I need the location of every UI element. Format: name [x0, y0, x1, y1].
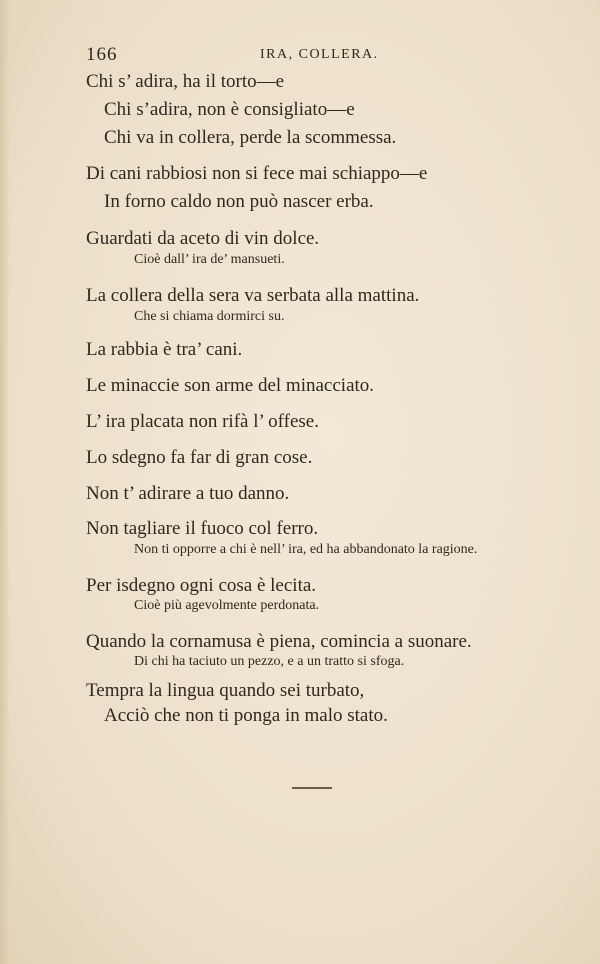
proverb-gloss: Che si chiama dormirci su.: [134, 309, 285, 324]
running-head: IRA, COLLERA.: [260, 47, 379, 62]
proverb-line: In forno caldo non può nascer erba.: [104, 191, 374, 212]
page-edge-shadow: [0, 0, 10, 964]
section-end-rule: [292, 787, 332, 789]
proverb-line: Non t’ adirare a tuo danno.: [86, 483, 290, 504]
page-header: [86, 44, 516, 66]
proverb-gloss: Di chi ha taciuto un pezzo, e a un tratto si sfoga.: [134, 654, 405, 669]
proverb-line: Chi s’ adira, ha il torto—e: [86, 71, 285, 92]
proverb-gloss: Cioè più agevolmente perdonata.: [134, 598, 320, 613]
proverb-line: Guardati da aceto di vin dolce.: [86, 228, 320, 249]
proverb-gloss: Non ti opporre a chi è nell’ ira, ed ha abbandonato la ragione.: [134, 542, 478, 557]
proverb-gloss: Cioè dall’ ira de’ mansueti.: [134, 252, 285, 267]
proverb-line: Per isdegno ogni cosa è lecita.: [86, 575, 317, 596]
proverb-line: Quando la cornamusa è piena, comincia a suonare.: [86, 631, 472, 652]
page-number: 166: [86, 44, 118, 65]
proverb-line: Chi s’adira, non è consigliato—e: [104, 99, 355, 120]
proverb-line: L’ ira placata non rifà l’ offese.: [86, 411, 319, 432]
proverb-line: Chi va in collera, perde la scommessa.: [104, 127, 397, 148]
proverb-line: Le minaccie son arme del minacciato.: [86, 375, 375, 396]
proverb-line: Acciò che non ti ponga in malo stato.: [104, 705, 388, 726]
proverb-line: La rabbia è tra’ cani.: [86, 339, 243, 360]
proverb-line: Tempra la lingua quando sei turbato,: [86, 680, 365, 701]
proverb-line: Lo sdegno fa far di gran cose.: [86, 447, 313, 468]
proverb-line: Di cani rabbiosi non si fece mai schiappo—e: [86, 163, 428, 184]
proverb-line: Non tagliare il fuoco col ferro.: [86, 518, 319, 539]
proverb-line: La collera della sera va serbata alla mattina.: [86, 285, 420, 306]
